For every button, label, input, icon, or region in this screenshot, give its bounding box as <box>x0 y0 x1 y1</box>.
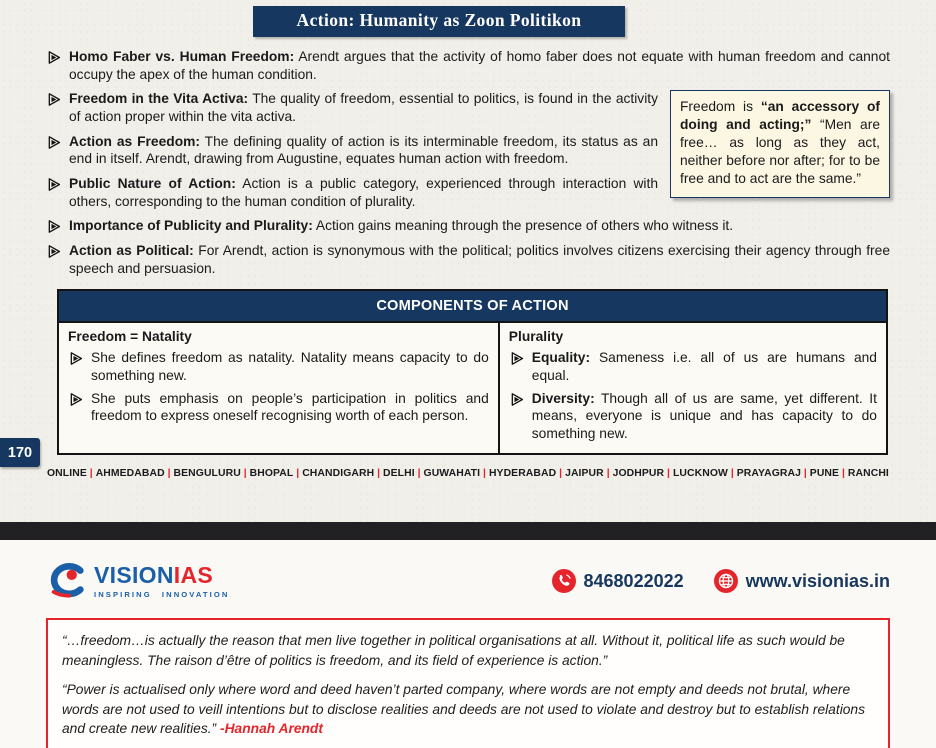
table-item <box>509 390 877 443</box>
wrapped-section <box>46 90 890 217</box>
cities-bar <box>47 468 889 479</box>
play-bullet-icon <box>46 242 61 277</box>
bullet-action-as-political <box>46 242 890 277</box>
city-name: JAIPUR <box>565 467 604 479</box>
bullet-label: Freedom in the Vita Activa: <box>69 91 249 107</box>
city-name: AHMEDABAD <box>95 467 165 479</box>
city-separator: | <box>841 467 845 479</box>
play-bullet-icon <box>68 390 83 425</box>
table-item <box>68 390 489 425</box>
bullet-text <box>91 390 489 425</box>
bullet-text <box>69 133 658 168</box>
bullet-body: The quality of freedom, essential to politics, is found in the activity of action proper within the vita activa. <box>69 91 658 124</box>
freedom-quote-callout <box>670 90 890 198</box>
city-name: PUNE <box>809 467 840 479</box>
bullet-text <box>69 48 890 83</box>
city-name: BHOPAL <box>249 467 294 479</box>
play-bullet-icon <box>46 90 61 125</box>
bullet-text <box>69 242 890 277</box>
contact-info <box>552 569 890 593</box>
city-name: BENGULURU <box>173 467 241 479</box>
play-bullet-icon <box>46 133 61 168</box>
bullet-label: Equality: <box>531 350 591 366</box>
city-separator: | <box>417 467 421 479</box>
play-bullet-icon <box>46 48 61 83</box>
visionias-logo <box>46 562 229 600</box>
city-separator: | <box>730 467 734 479</box>
divider-bar <box>0 522 936 540</box>
arendt-quote-box <box>46 618 890 748</box>
column-freedom-natality <box>59 323 500 452</box>
city-name: ONLINE <box>47 467 87 479</box>
play-bullet-icon <box>46 175 61 210</box>
website-contact <box>714 569 890 593</box>
bullet-body: Sameness i.e. all of us are humans and equal. <box>531 350 877 383</box>
city-separator: | <box>559 467 563 479</box>
bullet-body: She defines freedom as natality. Natality means capacity to do something new. <box>91 350 489 383</box>
quote-text: “Power is actualised only where word and deed haven’t parted company, where words are not empty and deeds not brutal, where words are not used to veill intentions but to disclose realities and deeds are not used to violate and destroy but to establish relations and create new realities.” <box>62 682 866 737</box>
bullet-text <box>69 217 733 235</box>
city-separator: | <box>243 467 247 479</box>
city-name: LUCKNOW <box>672 467 728 479</box>
table-body <box>59 323 886 452</box>
brand-name <box>94 562 213 588</box>
quote-paragraph-1: “…freedom…is actually the reason that men live together in political organisations at all. Without it, political life as such would be meaningless. The raison d’être of politics is freedom, and its field of experience is action.” <box>62 633 845 668</box>
bullet-text <box>69 175 658 210</box>
phone-contact <box>552 569 684 593</box>
bullet-action-as-freedom <box>46 133 658 168</box>
callout-prefix: Freedom is <box>680 99 761 115</box>
play-bullet-icon <box>46 217 61 235</box>
city-name: RANCHI <box>847 467 889 479</box>
city-name: HYDERABAD <box>488 467 557 479</box>
bullet-body: She puts emphasis on people’s participation in politics and freedom to express oneself recognising worth of each person. <box>91 390 489 424</box>
footer-section <box>0 540 936 748</box>
callout-rest: “Men are free… as long as they act, neither before nor after; for to be free and to act are the same.” <box>680 117 880 186</box>
play-bullet-icon <box>509 349 524 384</box>
bullet-public-nature <box>46 175 658 210</box>
city-separator: | <box>667 467 671 479</box>
column-heading: Plurality <box>508 329 564 345</box>
city-separator: | <box>803 467 807 479</box>
phone-number: 8468022022 <box>583 570 684 591</box>
bullet-text <box>532 390 877 443</box>
bullet-body: The defining quality of action is its interminable freedom, its status as an end in itself. Arendt, drawing from Augustine, equates human action with freedom. <box>69 133 658 167</box>
callout-bold: “an accessory of doing and acting;” <box>680 99 881 133</box>
bullet-label: Action as Political: <box>69 242 194 258</box>
city-separator: | <box>606 467 610 479</box>
phone-icon <box>552 569 576 593</box>
city-separator: | <box>296 467 300 479</box>
brand-vision: VISION <box>94 561 174 588</box>
column-plurality <box>500 323 886 452</box>
wrapped-bullets <box>46 90 658 217</box>
city-separator: | <box>167 467 171 479</box>
bullet-label: Action as Freedom: <box>69 133 200 149</box>
bullet-label: Diversity: <box>531 390 595 406</box>
bullet-body: Though all of us are same, yet different. It means, everyone is unique and has capacity to do something new. <box>531 390 877 441</box>
bullet-body: Action gains meaning through the presence of others who witness it. <box>312 218 734 234</box>
city-name: PRAYAGRAJ <box>736 467 801 479</box>
main-content <box>0 37 936 522</box>
city-name: DELHI <box>383 467 415 479</box>
bullet-label: Homo Faber vs. Human Freedom: <box>69 49 295 64</box>
page-number-tab: 170 <box>0 438 40 467</box>
page-title: Action: Humanity as Zoon Politikon <box>253 6 625 37</box>
bullet-body: Arendt argues that the activity of homo faber does not equate with human freedom and cannot occupy the apex of the human condition. <box>69 49 890 82</box>
city-name: CHANDIGARH <box>302 467 375 479</box>
city-name: GUWAHATI <box>423 467 481 479</box>
bullet-text <box>532 349 877 384</box>
table-item <box>68 349 489 384</box>
bullet-text <box>91 349 489 384</box>
visionias-logo-icon <box>46 562 88 600</box>
bullet-label: Public Nature of Action: <box>69 175 236 191</box>
footer-logo-row <box>46 562 890 600</box>
brand-text <box>94 561 230 599</box>
bullet-publicity-plurality <box>46 217 890 235</box>
bullet-text <box>69 90 658 125</box>
bullet-homo-faber <box>46 48 890 83</box>
play-bullet-icon <box>509 390 524 443</box>
quote-attribution: -Hannah Arendt <box>219 721 323 737</box>
brand-tagline: INSPIRING INNOVATION <box>94 589 230 599</box>
city-separator: | <box>377 467 381 479</box>
bullet-vita-activa <box>46 90 658 125</box>
globe-icon <box>714 569 738 593</box>
website-url: www.visionias.in <box>745 570 890 591</box>
city-separator: | <box>483 467 487 479</box>
table-title: COMPONENTS OF ACTION <box>59 291 886 323</box>
column-heading: Freedom = Natality <box>68 329 192 345</box>
bullet-body: Action is a public category, experienced through interaction with others, corresponding to the human condition of plurality. <box>69 175 658 209</box>
bullet-label: Importance of Publicity and Plurality: <box>69 218 313 234</box>
city-separator: | <box>89 467 93 479</box>
components-of-action-table <box>57 289 888 454</box>
table-item <box>509 349 877 384</box>
brand-ias: IAS <box>173 561 214 588</box>
city-name: JODHPUR <box>612 467 665 479</box>
play-bullet-icon <box>68 349 83 384</box>
bullet-body: For Arendt, action is synonymous with the political; politics involves citizens exercising their agency through free speech and persuasion. <box>69 242 890 276</box>
quote-paragraph-2 <box>62 680 874 739</box>
